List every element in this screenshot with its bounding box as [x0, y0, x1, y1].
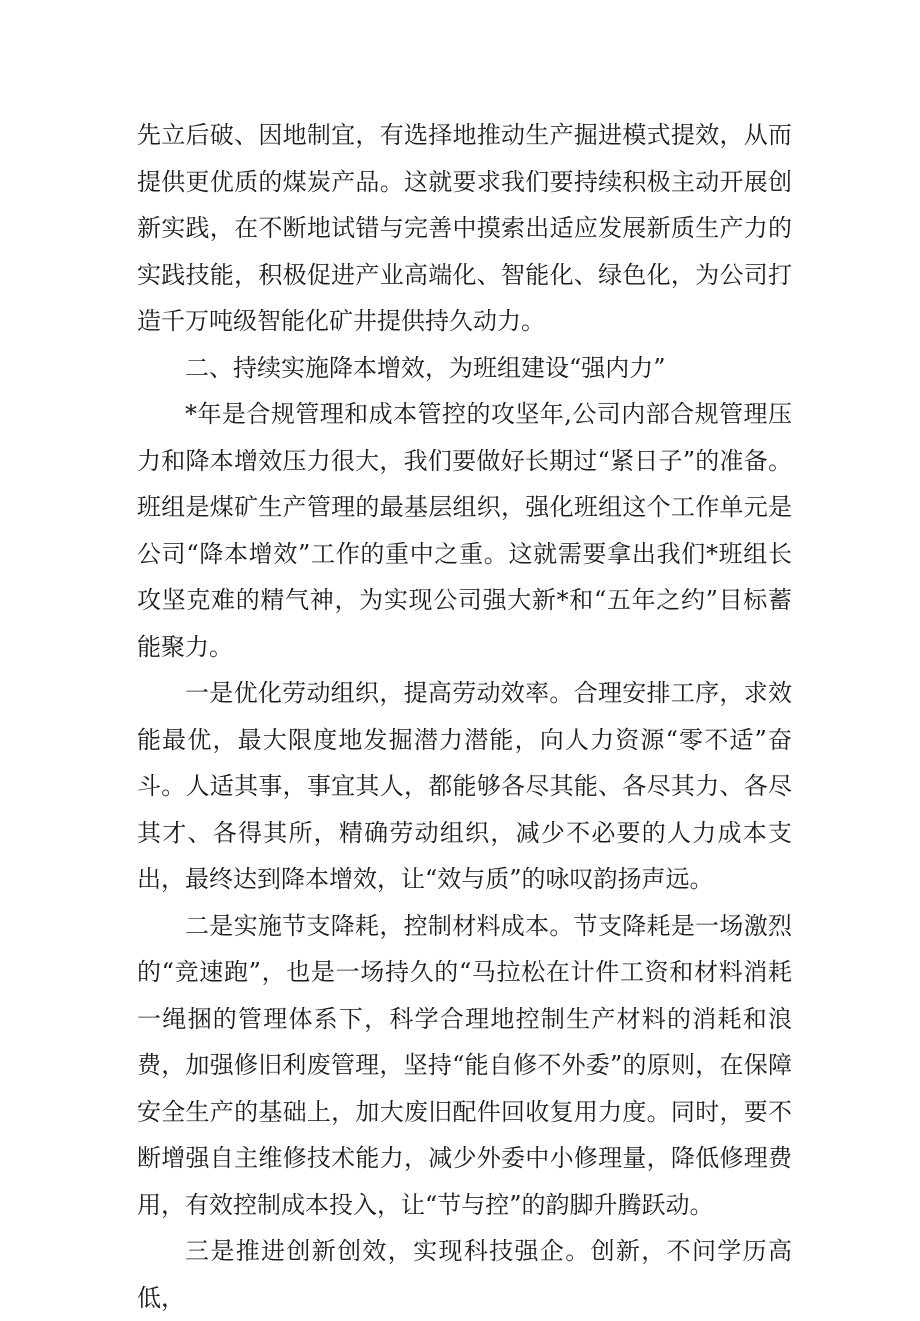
paragraph-continuation: 先立后破、因地制宜，有选择地推动生产掘进模式提效，从而提供更优质的煤炭产品。这就要求我们要持续积极主动开展创新实践，在不断地试错与完善中摸索出适应发展新质生产力的实践技能，积极促进产业高端化、智能化、绿色化，为公司打造千万吨级智能化矿井提供持久动力。 [137, 121, 792, 335]
document-body [137, 112, 792, 1321]
paragraph-innovation: 三是推进创新创效，实现科技强企。创新，不问学历高低， [137, 1237, 792, 1312]
paragraph-labor-organization: 一是优化劳动组织，提高劳动效率。合理安排工序，求效能最优，最大限度地发掘潜力潜能，向人力资源“零不适”奋斗。人适其事，事宜其人，都能够各尽其能、各尽其力、各尽其才、各得其所，精确劳动组织，减少不必要的人力成本支出，最终达到降本增效，让“效与质”的咏叹韵扬声远。 [137, 679, 792, 893]
paragraph-material-cost: 二是实施节支降耗，控制材料成本。节支降耗是一场激烈的“竞速跑”，也是一场持久的“马拉松在计件工资和材料消耗一绳捆的管理体系下，科学合理地控制生产材料的消耗和浪费，加强修旧利废管理，坚持“能自修不外委”的原则，在保障安全生产的基础上，加大废旧配件回收复用力度。同时，要不断增强自主维修技术能力，减少外委中小修理量，降低修理费用，有效控制成本投入，让“节与控”的韵脚升腾跃动。 [137, 911, 792, 1219]
section-heading: 二、持续实施降本增效，为班组建设“强内力” [185, 353, 666, 382]
paragraph-cost-control: *年是合规管理和成本管控的攻坚年,公司内部合规管理压力和降本增效压力很大，我们要做好长期过“紧日子”的准备。班组是煤矿生产管理的最基层组织，强化班组这个工作单元是公司“降本增效”工作的重中之重。这就需要拿出我们*班组长攻坚克难的精气神，为实现公司强大新*和“五年之约”目标蓄能聚力。 [137, 400, 792, 661]
